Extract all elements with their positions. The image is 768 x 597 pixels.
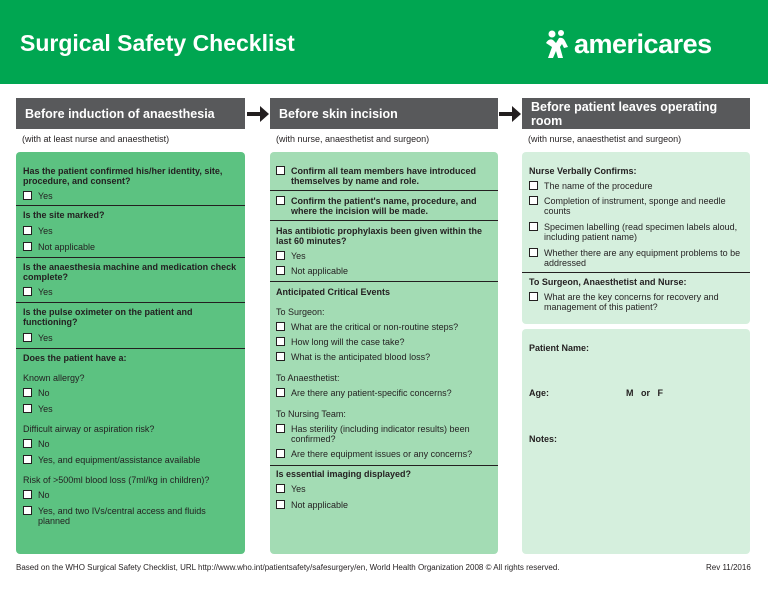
checkbox[interactable] — [276, 424, 285, 433]
checkbox[interactable] — [23, 287, 32, 296]
checkbox[interactable] — [276, 388, 285, 397]
label-blood-loss: Risk of >500ml blood loss (7ml/kg in children)? — [23, 475, 210, 485]
checkbox-option[interactable]: Yes, and equipment/assistance available — [23, 455, 200, 465]
checkbox-option[interactable]: Not applicable — [276, 500, 348, 510]
question-site-marked: Is the site marked? — [23, 210, 105, 220]
question-identity: Has the patient confirmed his/her identity, site, procedure, and consent? — [23, 166, 223, 186]
checkbox[interactable] — [23, 333, 32, 342]
checkbox-option[interactable]: Yes — [23, 226, 53, 236]
divider — [16, 302, 245, 303]
checkbox[interactable] — [23, 388, 32, 397]
checkbox-option[interactable]: Yes — [23, 287, 53, 297]
checkbox[interactable] — [529, 292, 538, 301]
label-difficult-airway: Difficult airway or aspiration risk? — [23, 424, 155, 434]
heading-nurse-confirms: Nurse Verbally Confirms: — [529, 166, 637, 176]
logo-text: americares — [574, 28, 712, 59]
checkbox[interactable] — [23, 506, 32, 515]
checkbox-option[interactable]: Are there equipment issues or any concerns? — [276, 449, 472, 459]
footer-revision: Rev 11/2016 — [706, 563, 751, 572]
label-patient-name: Patient Name: — [529, 343, 590, 353]
checkbox[interactable] — [276, 449, 285, 458]
checkbox-option[interactable]: Yes — [276, 251, 306, 261]
checkbox-option[interactable]: No — [23, 388, 50, 398]
checkbox[interactable] — [23, 226, 32, 235]
divider — [16, 348, 245, 349]
label-to-surgeon: To Surgeon: — [276, 307, 325, 317]
arrow-right-icon — [498, 103, 522, 125]
label-age: Age: — [529, 388, 549, 398]
checkbox[interactable] — [23, 490, 32, 499]
checkbox-option[interactable]: Yes — [23, 404, 53, 414]
checkbox[interactable] — [23, 455, 32, 464]
phase-header-induction: Before induction of anaesthesia — [16, 98, 245, 129]
checkbox[interactable] — [529, 248, 538, 257]
page-title: Surgical Safety Checklist — [20, 30, 295, 56]
checkbox[interactable] — [276, 196, 285, 205]
checkbox[interactable] — [23, 242, 32, 251]
checkbox-option[interactable]: Are there any patient-specific concerns? — [276, 388, 452, 398]
label-notes: Notes: — [529, 434, 558, 444]
checkbox-option[interactable]: Not applicable — [276, 266, 348, 276]
checkbox-option[interactable]: How long will the case take? — [276, 337, 405, 347]
checkbox-confirm-team[interactable]: Confirm all team members have introduced themselves by name and role. — [276, 166, 490, 186]
phase-header-incision: Before skin incision — [270, 98, 498, 129]
arrow-right-icon — [246, 103, 270, 125]
checkbox-option[interactable]: What is the anticipated blood loss? — [276, 352, 430, 362]
question-antibiotic: Has antibiotic prophylaxis been given within the last 60 minutes? — [276, 226, 483, 246]
phase-subtitle: (with at least nurse and anaesthetist) — [22, 134, 170, 144]
divider — [270, 220, 498, 221]
checkbox-option[interactable]: Yes — [276, 484, 306, 494]
divider — [270, 281, 498, 282]
label-sex: M or F — [626, 388, 663, 398]
divider — [522, 272, 750, 273]
americares-logo — [544, 28, 712, 60]
checkbox-option[interactable]: Completion of instrument, sponge and needle counts — [529, 196, 734, 216]
checkbox[interactable] — [23, 404, 32, 413]
checkbox-option[interactable]: Has sterility (including indicator results) been confirmed? — [276, 424, 476, 444]
checkbox[interactable] — [276, 500, 285, 509]
label-to-nursing: To Nursing Team: — [276, 409, 346, 419]
person-logo-icon — [544, 29, 570, 59]
checkbox-option[interactable]: No — [23, 490, 50, 500]
question-imaging: Is essential imaging displayed? — [276, 469, 412, 479]
checkbox[interactable] — [529, 196, 538, 205]
checkbox[interactable] — [276, 166, 285, 175]
checkbox[interactable] — [276, 352, 285, 361]
heading-to-all: To Surgeon, Anaesthetist and Nurse: — [529, 277, 687, 287]
checkbox[interactable] — [276, 484, 285, 493]
question-anaesthesia-check: Is the anaesthesia machine and medication check complete? — [23, 262, 237, 282]
checkbox[interactable] — [276, 322, 285, 331]
divider — [270, 190, 498, 191]
checkbox-option[interactable]: What are the key concerns for recovery and management of this patient? — [529, 292, 734, 312]
divider — [16, 257, 245, 258]
checkbox[interactable] — [276, 251, 285, 260]
checkbox-option[interactable]: Yes, and two IVs/central access and fluids planned — [23, 506, 223, 526]
checkbox[interactable] — [276, 266, 285, 275]
checkbox-option[interactable]: The name of the procedure — [529, 181, 653, 191]
checkbox[interactable] — [23, 439, 32, 448]
checkbox[interactable] — [276, 337, 285, 346]
phase-header-leaves: Before patient leaves operating room — [522, 98, 750, 129]
checkbox[interactable] — [23, 191, 32, 200]
heading-critical-events: Anticipated Critical Events — [276, 287, 391, 297]
checkbox-option[interactable]: Whether there are any equipment problems to be addressed — [529, 248, 744, 268]
label-known-allergy: Known allergy? — [23, 373, 85, 383]
checkbox-option[interactable]: What are the critical or non-routine steps? — [276, 322, 458, 332]
checkbox-option[interactable]: Yes — [23, 333, 53, 343]
footer-source: Based on the WHO Surgical Safety Checklist, URL http://www.who.int/patientsafety/safesurgery/en, World Health Organization 2008 © All rights reserved. — [16, 563, 560, 572]
checkbox[interactable] — [529, 181, 538, 190]
phase-subtitle: (with nurse, anaesthetist and surgeon) — [528, 134, 682, 144]
divider — [270, 465, 498, 466]
checkbox-option[interactable]: No — [23, 439, 50, 449]
checkbox[interactable] — [529, 222, 538, 231]
checkbox-option[interactable]: Not applicable — [23, 242, 95, 252]
question-pulse-oximeter: Is the pulse oximeter on the patient and functioning? — [23, 307, 193, 327]
checkbox-option[interactable]: Yes — [23, 191, 53, 201]
question-patient-have: Does the patient have a: — [23, 353, 127, 363]
checkbox-confirm-patient[interactable]: Confirm the patient's name, procedure, and where the incision will be made. — [276, 196, 490, 216]
phase-subtitle: (with nurse, anaesthetist and surgeon) — [276, 134, 430, 144]
label-to-anaesthetist: To Anaesthetist: — [276, 373, 340, 383]
checkbox-option[interactable]: Specimen labelling (read specimen labels aloud, including patient name) — [529, 222, 744, 242]
divider — [16, 205, 245, 206]
